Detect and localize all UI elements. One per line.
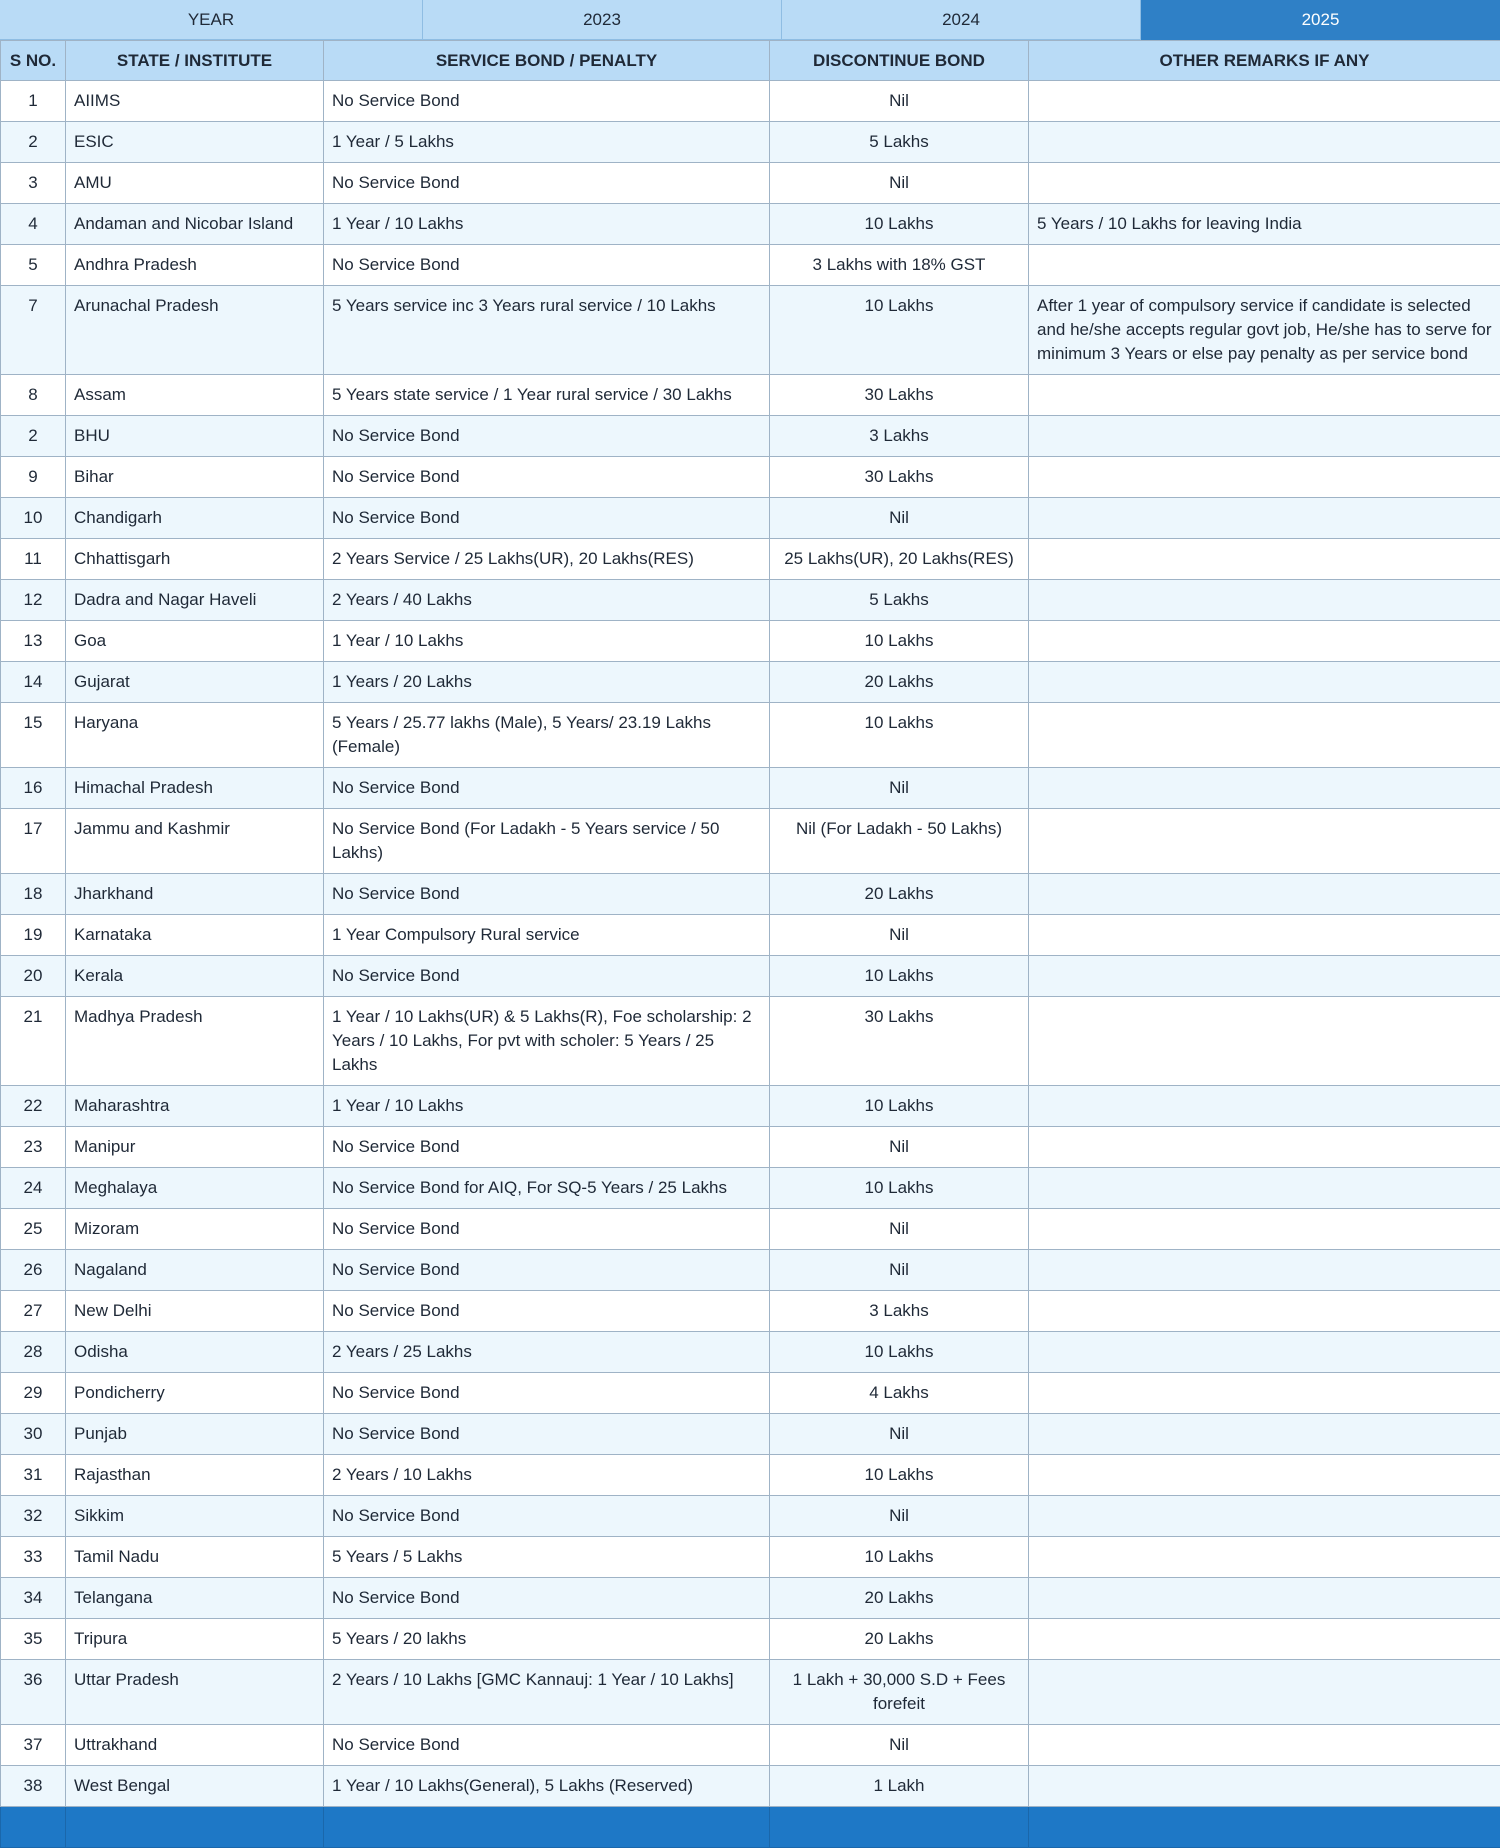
table-row: [1, 768, 1500, 809]
cell-discontinue-bond: 20 Lakhs: [770, 662, 1029, 703]
cell-service-bond: 5 Years / 20 lakhs: [324, 1619, 770, 1660]
cell-sno: 2: [1, 416, 66, 457]
cell-state: West Bengal: [66, 1766, 324, 1807]
cell-service-bond: No Service Bond: [324, 1414, 770, 1455]
table-row: [1, 1086, 1500, 1127]
table-row: [1, 1414, 1500, 1455]
table-body: [1, 81, 1500, 1807]
cell-sno: 25: [1, 1209, 66, 1250]
cell-state: Rajasthan: [66, 1455, 324, 1496]
cell-remarks: [1029, 1578, 1500, 1619]
cell-service-bond: 2 Years Service / 25 Lakhs(UR), 20 Lakhs(RES): [324, 539, 770, 580]
cell-remarks: [1029, 1660, 1500, 1725]
cell-sno: 28: [1, 1332, 66, 1373]
table-row: [1, 498, 1500, 539]
cell-state: Chhattisgarh: [66, 539, 324, 580]
cell-remarks: [1029, 1291, 1500, 1332]
cell-sno: 16: [1, 768, 66, 809]
cell-service-bond: 5 Years service inc 3 Years rural service / 10 Lakhs: [324, 286, 770, 375]
cell-discontinue-bond: 10 Lakhs: [770, 1332, 1029, 1373]
cell-remarks: [1029, 1332, 1500, 1373]
cell-remarks: [1029, 498, 1500, 539]
cell-service-bond: No Service Bond: [324, 457, 770, 498]
cell-state: AMU: [66, 163, 324, 204]
cell-state: Telangana: [66, 1578, 324, 1619]
cell-sno: 21: [1, 997, 66, 1086]
cell-discontinue-bond: 5 Lakhs: [770, 122, 1029, 163]
column-header-discontinue-bond: DISCONTINUE BOND: [770, 41, 1029, 81]
cell-remarks: [1029, 997, 1500, 1086]
footer-cell: [1, 1807, 66, 1848]
cell-state: Mizoram: [66, 1209, 324, 1250]
cell-remarks: [1029, 1168, 1500, 1209]
cell-discontinue-bond: 10 Lakhs: [770, 621, 1029, 662]
cell-service-bond: No Service Bond: [324, 1496, 770, 1537]
cell-service-bond: No Service Bond: [324, 245, 770, 286]
cell-service-bond: 1 Years / 20 Lakhs: [324, 662, 770, 703]
cell-sno: 2: [1, 122, 66, 163]
cell-state: Gujarat: [66, 662, 324, 703]
cell-remarks: [1029, 163, 1500, 204]
cell-remarks: [1029, 809, 1500, 874]
year-label: YEAR: [0, 0, 423, 40]
cell-remarks: [1029, 956, 1500, 997]
table-row: [1, 375, 1500, 416]
cell-discontinue-bond: 3 Lakhs: [770, 416, 1029, 457]
cell-sno: 38: [1, 1766, 66, 1807]
cell-sno: 36: [1, 1660, 66, 1725]
cell-service-bond: 1 Year / 5 Lakhs: [324, 122, 770, 163]
cell-state: AIIMS: [66, 81, 324, 122]
cell-state: Bihar: [66, 457, 324, 498]
cell-sno: 20: [1, 956, 66, 997]
table-row: [1, 1373, 1500, 1414]
cell-service-bond: 1 Year Compulsory Rural service: [324, 915, 770, 956]
table-footer-bar: [1, 1807, 1500, 1848]
cell-discontinue-bond: Nil: [770, 1250, 1029, 1291]
cell-discontinue-bond: 10 Lakhs: [770, 956, 1029, 997]
cell-state: Tripura: [66, 1619, 324, 1660]
cell-remarks: [1029, 81, 1500, 122]
cell-remarks: [1029, 539, 1500, 580]
cell-sno: 23: [1, 1127, 66, 1168]
cell-sno: 7: [1, 286, 66, 375]
cell-sno: 9: [1, 457, 66, 498]
cell-state: Odisha: [66, 1332, 324, 1373]
cell-sno: 10: [1, 498, 66, 539]
cell-service-bond: No Service Bond: [324, 1209, 770, 1250]
cell-state: Jharkhand: [66, 874, 324, 915]
table-row: [1, 286, 1500, 375]
column-header-remarks: OTHER REMARKS IF ANY: [1029, 41, 1500, 81]
table-row: [1, 874, 1500, 915]
table-row: [1, 1619, 1500, 1660]
column-header-state: STATE / INSTITUTE: [66, 41, 324, 81]
cell-remarks: [1029, 1086, 1500, 1127]
cell-remarks: [1029, 1209, 1500, 1250]
cell-discontinue-bond: 3 Lakhs with 18% GST: [770, 245, 1029, 286]
cell-sno: 27: [1, 1291, 66, 1332]
service-bond-table: [0, 40, 1500, 1848]
cell-remarks: [1029, 1127, 1500, 1168]
cell-discontinue-bond: 10 Lakhs: [770, 1086, 1029, 1127]
cell-sno: 22: [1, 1086, 66, 1127]
cell-service-bond: No Service Bond: [324, 874, 770, 915]
table-row: [1, 1209, 1500, 1250]
cell-state: Uttar Pradesh: [66, 1660, 324, 1725]
cell-remarks: [1029, 915, 1500, 956]
cell-state: Tamil Nadu: [66, 1537, 324, 1578]
cell-state: Madhya Pradesh: [66, 997, 324, 1086]
cell-discontinue-bond: 10 Lakhs: [770, 703, 1029, 768]
cell-service-bond: No Service Bond: [324, 416, 770, 457]
cell-service-bond: 5 Years / 25.77 lakhs (Male), 5 Years/ 23.19 Lakhs (Female): [324, 703, 770, 768]
table-row: [1, 1250, 1500, 1291]
table-row: [1, 703, 1500, 768]
cell-sno: 19: [1, 915, 66, 956]
cell-discontinue-bond: 20 Lakhs: [770, 1578, 1029, 1619]
cell-state: Goa: [66, 621, 324, 662]
cell-discontinue-bond: 30 Lakhs: [770, 375, 1029, 416]
cell-discontinue-bond: 10 Lakhs: [770, 204, 1029, 245]
cell-remarks: [1029, 1373, 1500, 1414]
cell-sno: 29: [1, 1373, 66, 1414]
cell-sno: 8: [1, 375, 66, 416]
cell-discontinue-bond: Nil: [770, 1127, 1029, 1168]
cell-state: Andhra Pradesh: [66, 245, 324, 286]
cell-discontinue-bond: 1 Lakh + 30,000 S.D + Fees forefeit: [770, 1660, 1029, 1725]
cell-sno: 12: [1, 580, 66, 621]
cell-remarks: [1029, 122, 1500, 163]
cell-sno: 18: [1, 874, 66, 915]
table-row: [1, 997, 1500, 1086]
cell-discontinue-bond: 10 Lakhs: [770, 1168, 1029, 1209]
table-row: [1, 580, 1500, 621]
cell-remarks: [1029, 1414, 1500, 1455]
table-row: [1, 539, 1500, 580]
cell-state: Arunachal Pradesh: [66, 286, 324, 375]
cell-remarks: [1029, 457, 1500, 498]
cell-service-bond: No Service Bond: [324, 768, 770, 809]
cell-remarks: [1029, 245, 1500, 286]
table-row: [1, 81, 1500, 122]
cell-sno: 1: [1, 81, 66, 122]
cell-sno: 35: [1, 1619, 66, 1660]
cell-sno: 32: [1, 1496, 66, 1537]
cell-state: Punjab: [66, 1414, 324, 1455]
cell-discontinue-bond: Nil: [770, 81, 1029, 122]
cell-service-bond: 1 Year / 10 Lakhs: [324, 1086, 770, 1127]
cell-state: Karnataka: [66, 915, 324, 956]
table-header-row: [1, 41, 1500, 81]
cell-state: Manipur: [66, 1127, 324, 1168]
cell-discontinue-bond: 30 Lakhs: [770, 997, 1029, 1086]
cell-sno: 34: [1, 1578, 66, 1619]
cell-discontinue-bond: Nil: [770, 1725, 1029, 1766]
footer-cell: [1029, 1807, 1500, 1848]
cell-service-bond: No Service Bond: [324, 1578, 770, 1619]
cell-remarks: [1029, 375, 1500, 416]
cell-sno: 14: [1, 662, 66, 703]
cell-service-bond: No Service Bond: [324, 1291, 770, 1332]
table-row: [1, 1766, 1500, 1807]
cell-discontinue-bond: 20 Lakhs: [770, 874, 1029, 915]
cell-discontinue-bond: 1 Lakh: [770, 1766, 1029, 1807]
table-row: [1, 122, 1500, 163]
footer-cell: [770, 1807, 1029, 1848]
table-row: [1, 1496, 1500, 1537]
cell-discontinue-bond: Nil: [770, 915, 1029, 956]
table-row: [1, 1578, 1500, 1619]
cell-service-bond: No Service Bond: [324, 498, 770, 539]
cell-service-bond: 1 Year / 10 Lakhs(General), 5 Lakhs (Reserved): [324, 1766, 770, 1807]
cell-state: Pondicherry: [66, 1373, 324, 1414]
cell-discontinue-bond: 20 Lakhs: [770, 1619, 1029, 1660]
cell-discontinue-bond: 4 Lakhs: [770, 1373, 1029, 1414]
table-row: [1, 915, 1500, 956]
cell-discontinue-bond: 3 Lakhs: [770, 1291, 1029, 1332]
cell-state: Uttrakhand: [66, 1725, 324, 1766]
cell-remarks: [1029, 874, 1500, 915]
cell-state: Himachal Pradesh: [66, 768, 324, 809]
cell-remarks: [1029, 1619, 1500, 1660]
cell-service-bond: 5 Years / 5 Lakhs: [324, 1537, 770, 1578]
cell-remarks: [1029, 1250, 1500, 1291]
column-header-sno: S NO.: [1, 41, 66, 81]
cell-service-bond: No Service Bond: [324, 1250, 770, 1291]
tab-2025[interactable]: 2025: [1141, 0, 1500, 40]
cell-discontinue-bond: 10 Lakhs: [770, 1537, 1029, 1578]
cell-state: Haryana: [66, 703, 324, 768]
cell-state: Kerala: [66, 956, 324, 997]
cell-service-bond: No Service Bond: [324, 956, 770, 997]
table-row: [1, 956, 1500, 997]
cell-sno: 3: [1, 163, 66, 204]
cell-service-bond: 2 Years / 25 Lakhs: [324, 1332, 770, 1373]
cell-service-bond: No Service Bond (For Ladakh - 5 Years service / 50 Lakhs): [324, 809, 770, 874]
cell-sno: 33: [1, 1537, 66, 1578]
cell-remarks: 5 Years / 10 Lakhs for leaving India: [1029, 204, 1500, 245]
cell-sno: 37: [1, 1725, 66, 1766]
cell-sno: 17: [1, 809, 66, 874]
table-row: [1, 1291, 1500, 1332]
cell-remarks: After 1 year of compulsory service if candidate is selected and he/she accepts regular govt job, He/she has to serve for minimum 3 Years or else pay penalty as per service bond: [1029, 286, 1500, 375]
cell-remarks: [1029, 416, 1500, 457]
cell-service-bond: 1 Year / 10 Lakhs: [324, 204, 770, 245]
cell-remarks: [1029, 1537, 1500, 1578]
cell-service-bond: 1 Year / 10 Lakhs(UR) & 5 Lakhs(R), Foe scholarship: 2 Years / 10 Lakhs, For pvt with scholer: 5 Years / 25 Lakhs: [324, 997, 770, 1086]
cell-state: New Delhi: [66, 1291, 324, 1332]
cell-state: Sikkim: [66, 1496, 324, 1537]
cell-discontinue-bond: Nil (For Ladakh - 50 Lakhs): [770, 809, 1029, 874]
cell-remarks: [1029, 1766, 1500, 1807]
table-row: [1, 1455, 1500, 1496]
table-row: [1, 1537, 1500, 1578]
cell-remarks: [1029, 703, 1500, 768]
table-row: [1, 809, 1500, 874]
cell-sno: 15: [1, 703, 66, 768]
cell-state: ESIC: [66, 122, 324, 163]
cell-state: Andaman and Nicobar Island: [66, 204, 324, 245]
cell-sno: 13: [1, 621, 66, 662]
cell-discontinue-bond: 5 Lakhs: [770, 580, 1029, 621]
cell-discontinue-bond: Nil: [770, 768, 1029, 809]
cell-discontinue-bond: Nil: [770, 163, 1029, 204]
cell-sno: 5: [1, 245, 66, 286]
cell-state: Maharashtra: [66, 1086, 324, 1127]
cell-service-bond: No Service Bond: [324, 1725, 770, 1766]
cell-remarks: [1029, 1496, 1500, 1537]
cell-sno: 11: [1, 539, 66, 580]
table-row: [1, 204, 1500, 245]
cell-service-bond: 5 Years state service / 1 Year rural service / 30 Lakhs: [324, 375, 770, 416]
table-row: [1, 416, 1500, 457]
cell-discontinue-bond: 10 Lakhs: [770, 286, 1029, 375]
cell-discontinue-bond: Nil: [770, 1209, 1029, 1250]
cell-sno: 24: [1, 1168, 66, 1209]
footer-cell: [324, 1807, 770, 1848]
cell-remarks: [1029, 621, 1500, 662]
cell-service-bond: 1 Year / 10 Lakhs: [324, 621, 770, 662]
cell-service-bond: No Service Bond: [324, 81, 770, 122]
cell-discontinue-bond: Nil: [770, 1414, 1029, 1455]
cell-discontinue-bond: 10 Lakhs: [770, 1455, 1029, 1496]
cell-discontinue-bond: 30 Lakhs: [770, 457, 1029, 498]
cell-service-bond: 2 Years / 10 Lakhs: [324, 1455, 770, 1496]
table-row: [1, 1168, 1500, 1209]
year-tab-bar: [0, 0, 1500, 40]
cell-service-bond: No Service Bond: [324, 163, 770, 204]
column-header-service-bond: SERVICE BOND / PENALTY: [324, 41, 770, 81]
cell-state: Meghalaya: [66, 1168, 324, 1209]
cell-state: Assam: [66, 375, 324, 416]
cell-service-bond: 2 Years / 40 Lakhs: [324, 580, 770, 621]
cell-service-bond: No Service Bond: [324, 1373, 770, 1414]
cell-state: Chandigarh: [66, 498, 324, 539]
cell-discontinue-bond: 25 Lakhs(UR), 20 Lakhs(RES): [770, 539, 1029, 580]
table-row: [1, 1725, 1500, 1766]
table-row: [1, 245, 1500, 286]
cell-sno: 26: [1, 1250, 66, 1291]
tab-2024[interactable]: 2024: [782, 0, 1141, 40]
cell-remarks: [1029, 662, 1500, 703]
cell-state: Nagaland: [66, 1250, 324, 1291]
cell-remarks: [1029, 768, 1500, 809]
table-row: [1, 621, 1500, 662]
cell-sno: 30: [1, 1414, 66, 1455]
cell-state: Dadra and Nagar Haveli: [66, 580, 324, 621]
cell-service-bond: No Service Bond for AIQ, For SQ-5 Years / 25 Lakhs: [324, 1168, 770, 1209]
cell-service-bond: 2 Years / 10 Lakhs [GMC Kannauj: 1 Year / 10 Lakhs]: [324, 1660, 770, 1725]
table-row: [1, 1660, 1500, 1725]
cell-discontinue-bond: Nil: [770, 1496, 1029, 1537]
cell-remarks: [1029, 1455, 1500, 1496]
cell-sno: 31: [1, 1455, 66, 1496]
cell-state: Jammu and Kashmir: [66, 809, 324, 874]
cell-service-bond: No Service Bond: [324, 1127, 770, 1168]
footer-cell: [66, 1807, 324, 1848]
cell-remarks: [1029, 580, 1500, 621]
table-row: [1, 457, 1500, 498]
cell-state: BHU: [66, 416, 324, 457]
cell-discontinue-bond: Nil: [770, 498, 1029, 539]
table-row: [1, 662, 1500, 703]
table-row: [1, 1332, 1500, 1373]
table-row: [1, 1127, 1500, 1168]
cell-sno: 4: [1, 204, 66, 245]
table-row: [1, 163, 1500, 204]
tab-2023[interactable]: 2023: [423, 0, 782, 40]
cell-remarks: [1029, 1725, 1500, 1766]
